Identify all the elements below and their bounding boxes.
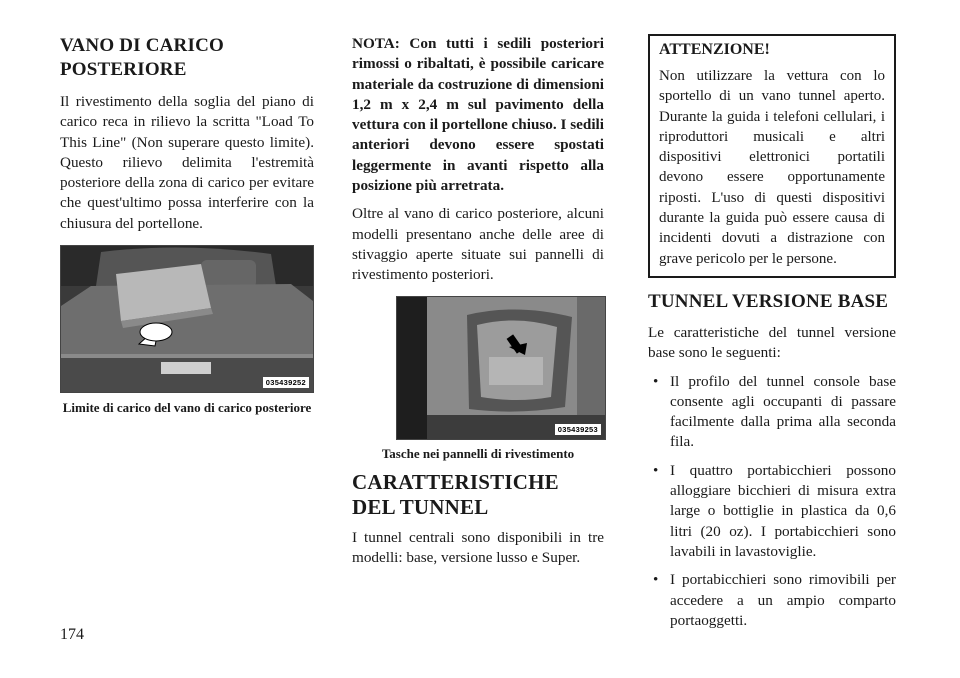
base-tunnel-intro: Le caratteristiche del tunnel versione base sono le seguenti: [648,323,896,362]
cargo-caption: Limite di carico del vano di carico posteriore [62,400,312,416]
section-title-tunnel-features: CARATTERISTICHE DEL TUNNEL [352,469,559,519]
tunnel-models-paragraph: I tunnel centrali sono disponibili in tre modelli: base, versione lusso e Super. [352,528,604,566]
feature-list [648,372,896,632]
note-paragraph: NOTA: Con tutti i sedili posteriori rimossi o ribaltati, è possibile caricare materiale da costruzione di dimensioni 1,2 m x 2,4 m sul pavimento della vettura con il portellone chiuso. I sedili anteriori devono essere spostati leggermente in avanti rispetto alla posizione più arretrata. [352,35,604,195]
image-code: 035439253 [555,424,601,435]
list-item: • I quattro portabicchieri possono alloggiare bicchieri di misura extra large o bottiglie in plastica da 0,6 litri (20 oz). I portabicchieri sono lavabili in lavastoviglie. [648,461,896,562]
right-column [648,34,896,631]
list-item: • I portabicchieri sono rimovibili per accedere a un ampio comparto portaoggetti. [648,570,896,631]
cargo-paragraph: Il rivestimento della soglia del piano di carico reca in rilievo la scritta "Load To This Line" (Non superare questo limite). Questo rilievo delimita l'estremità posteriore della zona di carico per evitare che quest'ultimo possa interferire con la chiusura del portellone. [60,93,314,232]
trim-pockets-illustration [397,297,605,439]
image-code: 035439252 [263,377,309,388]
page-number: 174 [60,626,84,643]
trim-pockets-caption: Tasche nei pannelli di rivestimento [381,445,575,461]
cargo-area-photo [60,245,314,393]
warning-text: Non utilizzare la vettura con lo sportello di un vano tunnel aperto. Durante la guida i telefoni cellulari, i riproduttori musicali e altri dispositivi elettronici portatili devono essere opportunamente riposti. L'uso di questi dispositivi durante la guida può essere causa di incidenti dovuti a distrazione con grave pericolo per le persone. [659,68,885,267]
cargo-area-illustration [61,246,313,392]
warning-title: ATTENZIONE! [659,41,770,58]
trim-pockets-photo [396,296,606,440]
middle-column [352,34,604,568]
warning-box [648,34,896,278]
section-title-cargo: VANO DI CARICO POSTERIORE [60,35,224,80]
list-item: • Il profilo del tunnel console base consente agli occupanti di passare facilmente dalla prima alla seconda fila. [648,372,896,453]
left-column [60,34,314,416]
section-title-base-tunnel: TUNNEL VERSIONE BASE [648,290,889,312]
storage-paragraph: Oltre al vano di carico posteriore, alcuni modelli presentano anche delle aree di stivaggio aperte situate sui pannelli di rivestimento posteriori. [352,205,604,284]
